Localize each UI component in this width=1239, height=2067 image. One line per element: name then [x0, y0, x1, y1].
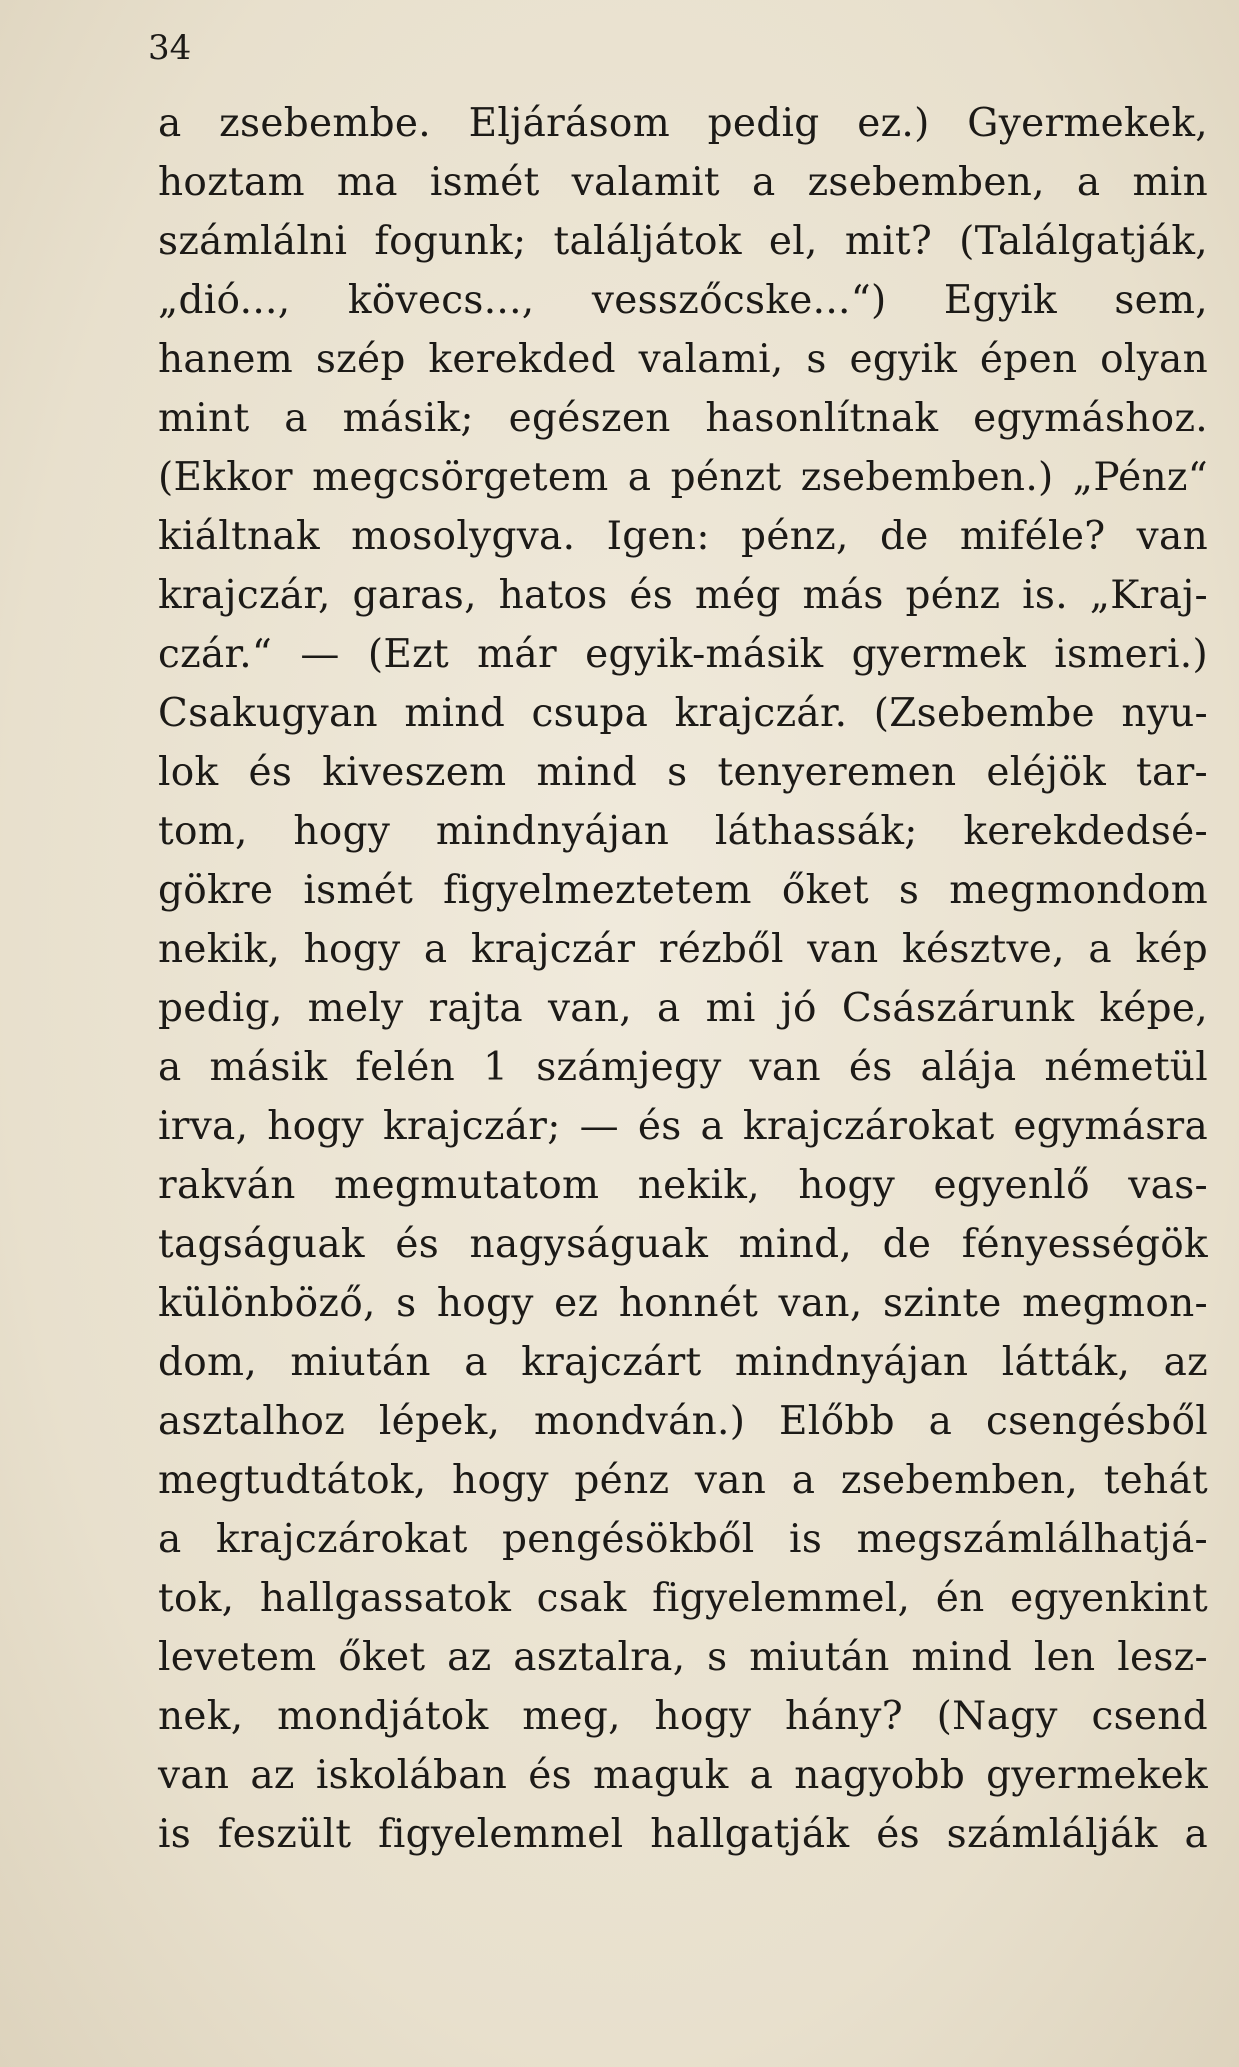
text-line: tom, hogy mindnyájan láthassák; kerekdedsé- — [158, 809, 1208, 854]
text-line: tagságuak és nagyságuak mind, de fényességök — [158, 1222, 1208, 1267]
text-line: mint a másik; egészen hasonlítnak egymáshoz. — [158, 396, 1208, 441]
text-line: tok, hallgassatok csak figyelemmel, én egyenkint — [158, 1576, 1208, 1621]
text-line: levetem őket az asztalra, s miután mind len lesz- — [158, 1635, 1208, 1680]
page-number: 34 — [148, 28, 192, 68]
text-line: irva, hogy krajczár; — és a krajczárokat egymásra — [158, 1104, 1208, 1149]
text-line: lok és kiveszem mind s tenyeremen eléjök tar- — [158, 750, 1208, 795]
text-line: nekik, hogy a krajczár rézből van késztve, a kép — [158, 927, 1208, 972]
text-line: pedig, mely rajta van, a mi jó Császárunk képe, — [158, 986, 1208, 1031]
text-line: (Ekkor megcsörgetem a pénzt zsebemben.) „Pénz“ — [158, 455, 1208, 500]
text-line: van az iskolában és maguk a nagyobb gyermekek — [158, 1753, 1208, 1798]
text-line: krajczár, garas, hatos és még más pénz is. „Kraj- — [158, 573, 1208, 618]
text-line: dom, miután a krajczárt mindnyájan látták, az — [158, 1340, 1208, 1385]
text-line: czár.“ — (Ezt már egyik-másik gyermek ismeri.) — [158, 632, 1208, 677]
body-text — [158, 94, 1208, 1864]
text-line: nek, mondjátok meg, hogy hány? (Nagy csend — [158, 1694, 1208, 1739]
text-line: számlálni fogunk; találjátok el, mit? (Találgatják, — [158, 219, 1208, 264]
text-line: hanem szép kerekded valami, s egyik épen olyan — [158, 337, 1208, 382]
text-line: hoztam ma ismét valamit a zsebemben, a min — [158, 160, 1208, 205]
text-line: a krajczárokat pengésökből is megszámlálhatjá- — [158, 1517, 1208, 1562]
text-line: megtudtátok, hogy pénz van a zsebemben, tehát — [158, 1458, 1208, 1503]
text-line: a másik felén 1 számjegy van és alája németül — [158, 1045, 1208, 1090]
text-line: különböző, s hogy ez honnét van, szinte megmon- — [158, 1281, 1208, 1326]
text-line: „dió..., kövecs..., vesszőcske...“) Egyik sem, — [158, 278, 1208, 323]
text-line: Csakugyan mind csupa krajczár. (Zsebembe nyu- — [158, 691, 1208, 736]
text-line: a zsebembe. Eljárásom pedig ez.) Gyermekek, — [158, 101, 1208, 146]
text-line: kiáltnak mosolygva. Igen: pénz, de miféle? van — [158, 514, 1208, 559]
text-line: gökre ismét figyelmeztetem őket s megmondom — [158, 868, 1208, 913]
text-line: asztalhoz lépek, mondván.) Előbb a csengésből — [158, 1399, 1208, 1444]
text-line: rakván megmutatom nekik, hogy egyenlő vas- — [158, 1163, 1208, 1208]
text-line: is feszült figyelemmel hallgatják és számlálják a — [158, 1812, 1208, 1857]
